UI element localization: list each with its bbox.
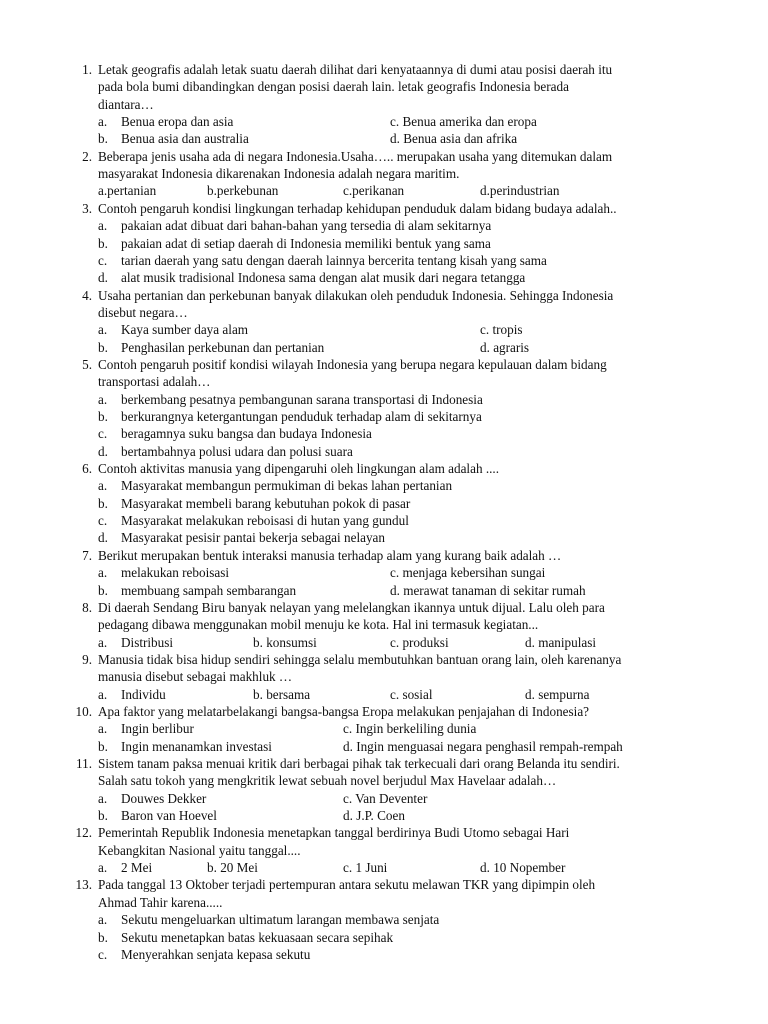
- option-text: Masyarakat membeli barang kebutuhan pokok di pasar: [121, 495, 411, 511]
- question-number: 13.: [75, 877, 92, 893]
- question-text: disebut negara…: [98, 304, 188, 320]
- option-text: c. Benua amerika dan eropa: [390, 114, 537, 130]
- option-label: c.: [98, 426, 108, 442]
- question-number: 10.: [75, 703, 92, 719]
- option-text: pakaian adat dibuat dari bahan-bahan yang tersedia di alam sekitarnya: [121, 218, 492, 234]
- option-label: a.: [98, 478, 108, 494]
- option-text: d. merawat tanaman di sekitar rumah: [390, 582, 586, 598]
- option-text: Sekutu mengeluarkan ultimatum larangan membawa senjata: [121, 912, 440, 928]
- option-text: b.perkebunan: [207, 183, 279, 199]
- question-text: Ahmad Tahir karena.....: [98, 894, 223, 910]
- option-label: a.: [98, 114, 108, 130]
- question-text: Pemerintah Republik Indonesia menetapkan tanggal berdirinya Budi Utomo sebagai Hari: [98, 825, 570, 841]
- question-text: manusia disebut sebagai makhluk …: [98, 669, 293, 685]
- option-text: 2 Mei: [121, 860, 153, 876]
- option-label: b.: [98, 131, 108, 147]
- option-text: beragamnya suku bangsa dan budaya Indonesia: [121, 426, 372, 442]
- question-text: Contoh aktivitas manusia yang dipengaruhi oleh lingkungan alam adalah ....: [98, 461, 500, 477]
- option-label: a.: [98, 860, 108, 876]
- option-label: a.: [98, 912, 108, 928]
- option-text: d.perindustrian: [480, 183, 560, 199]
- question-number: 6.: [82, 461, 92, 477]
- question-text: pada bola bumi dibandingkan dengan posisi daerah lain. letak geografis Indonesia berada: [98, 79, 569, 95]
- option-text: Masyarakat melakukan reboisasi di hutan yang gundul: [121, 513, 409, 529]
- option-text: Kaya sumber daya alam: [121, 322, 249, 338]
- option-text: d. sempurna: [525, 686, 590, 702]
- question-text: Letak geografis adalah letak suatu daerah dilihat dari kenyataannya di dumi atau posisi daerah itu: [98, 62, 613, 77]
- option-text: d. Benua asia dan afrika: [390, 131, 518, 147]
- question-number: 7.: [82, 547, 92, 563]
- option-text: Baron van Hoevel: [121, 808, 217, 824]
- question-text: Pada tanggal 13 Oktober terjadi pertempuran antara sekutu melawan TKR yang dipimpin oleh: [98, 877, 596, 893]
- option-label: c.: [98, 252, 108, 268]
- option-text: berkembang pesatnya pembangunan sarana transportasi di Indonesia: [121, 391, 483, 407]
- question-text: diantara…: [98, 96, 154, 112]
- option-label: b.: [98, 582, 108, 598]
- question-number: 11.: [76, 756, 92, 771]
- option-text: d. manipulasi: [525, 634, 597, 650]
- option-text: Sekutu menetapkan batas kekuasaan secara sepihak: [121, 929, 394, 945]
- option-text: alat musik tradisional Indonesa sama dengan alat musik dari negara tetangga: [121, 270, 526, 286]
- question-text: Contoh pengaruh positif kondisi wilayah Indonesia yang berupa negara kepulauan dalam bidang: [98, 356, 607, 372]
- option-text: Masyarakat pesisir pantai bekerja sebagai nelayan: [121, 530, 386, 546]
- option-label: b.: [98, 235, 108, 251]
- option-text: Individu: [121, 686, 166, 702]
- option-text: Penghasilan perkebunan dan pertanian: [121, 339, 325, 355]
- question-number: 1.: [82, 62, 92, 77]
- question-number: 9.: [82, 651, 92, 667]
- option-text: c. Van Deventer: [343, 790, 428, 806]
- question-number: 12.: [75, 825, 92, 841]
- option-text: c. menjaga kebersihan sungai: [390, 565, 546, 581]
- option-label: a.: [98, 686, 108, 702]
- question-text: Beberapa jenis usaha ada di negara Indonesia.Usaha….. merupakan usaha yang ditemukan dalam: [98, 148, 613, 164]
- option-label: d.: [98, 443, 108, 459]
- question-text: Salah satu tokoh yang mengkritik lewat sebuah novel berjudul Max Havelaar adalah…: [98, 773, 557, 789]
- option-text: c. tropis: [480, 322, 523, 338]
- option-label: a.: [98, 218, 108, 234]
- option-text: d. agraris: [480, 339, 530, 355]
- option-text: Benua eropa dan asia: [121, 114, 234, 130]
- option-text: membuang sampah sembarangan: [121, 582, 297, 598]
- option-label: a.: [98, 634, 108, 650]
- option-text: melakukan reboisasi: [121, 565, 230, 581]
- option-label: d.: [98, 270, 108, 286]
- option-label: a.: [98, 721, 108, 737]
- option-label: b.: [98, 495, 108, 511]
- option-text: berkurangnya ketergantungan penduduk terhadap alam di sekitarnya: [121, 409, 482, 424]
- option-label: a.: [98, 391, 108, 407]
- question-text: masyarakat Indonesia dikarenakan Indonesia adalah negara maritim.: [98, 166, 460, 182]
- option-label: a.: [98, 790, 108, 806]
- option-label: c.: [98, 513, 108, 529]
- question-text: Kebangkitan Nasional yaitu tanggal....: [98, 842, 301, 858]
- option-text: Ingin menanamkan investasi: [121, 738, 272, 754]
- option-text: Douwes Dekker: [121, 790, 207, 806]
- option-text: d. J.P. Coen: [343, 808, 405, 824]
- option-label: b.: [98, 808, 108, 824]
- question-number: 8.: [82, 599, 92, 615]
- option-text: Masyarakat membangun permukiman di bekas lahan pertanian: [121, 478, 453, 494]
- option-label: b.: [98, 738, 108, 754]
- question-text: Berikut merupakan bentuk interaksi manusia terhadap alam yang kurang baik adalah …: [98, 547, 562, 563]
- option-text: b. konsumsi: [253, 634, 317, 650]
- question-text: Sistem tanam paksa menuai kritik dari berbagai pihak tak terkecuali dari orang Belanda itu sendiri.: [98, 756, 620, 771]
- question-text: Usaha pertanian dan perkebunan banyak dilakukan oleh penduduk Indonesia. Sehingga Indonesia: [98, 287, 614, 303]
- option-text: pakaian adat di setiap daerah di Indonesia memiliki bentuk yang sama: [121, 235, 491, 251]
- question-number: 3.: [82, 200, 92, 216]
- option-text: Ingin berlibur: [121, 721, 194, 737]
- option-text: d. Ingin menguasai negara penghasil rempah-rempah: [343, 738, 623, 754]
- option-text: d. 10 Nopember: [480, 860, 566, 876]
- option-text: b. bersama: [253, 686, 311, 702]
- option-text: Distribusi: [121, 634, 174, 650]
- question-number: 4.: [82, 287, 92, 303]
- option-label: b.: [98, 409, 108, 424]
- option-label: a.: [98, 565, 108, 581]
- option-text: c. produksi: [390, 634, 449, 650]
- question-text: Di daerah Sendang Biru banyak nelayan yang melelangkan ikannya untuk dijual. Lalu oleh para: [98, 599, 605, 615]
- option-text: a.pertanian: [98, 183, 157, 199]
- option-text: Menyerahkan senjata kepasa sekutu: [121, 946, 311, 962]
- option-label: b.: [98, 929, 108, 945]
- option-text: bertambahnya polusi udara dan polusi suara: [121, 443, 353, 459]
- option-text: c. sosial: [390, 686, 433, 702]
- question-text: Contoh pengaruh kondisi lingkungan terhadap kehidupan penduduk dalam bidang budaya adalah..: [98, 200, 617, 216]
- option-text: c. Ingin berkeliling dunia: [343, 721, 477, 737]
- option-text: tarian daerah yang satu dengan daerah lainnya bercerita tentang kisah yang sama: [121, 252, 547, 268]
- question-text: transportasi adalah…: [98, 374, 211, 390]
- option-label: a.: [98, 322, 108, 338]
- option-text: b. 20 Mei: [207, 860, 258, 876]
- question-number: 2.: [82, 148, 92, 164]
- question-text: pedagang dibawa menggunakan mobil menuju ke kota. Hal ini termasuk kegiatan...: [98, 617, 539, 633]
- option-label: d.: [98, 530, 108, 546]
- question-text: Apa faktor yang melatarbelakangi bangsa-bangsa Eropa melakukan penjajahan di Indonesia?: [98, 703, 590, 719]
- option-text: c. 1 Juni: [343, 860, 388, 876]
- question-number: 5.: [82, 356, 92, 372]
- option-text: c.perikanan: [343, 183, 405, 199]
- option-label: c.: [98, 946, 108, 962]
- option-label: b.: [98, 339, 108, 355]
- question-text: Manusia tidak bisa hidup sendiri sehingga selalu membutuhkan bantuan orang lain, oleh karenanya: [98, 651, 622, 667]
- option-text: Benua asia dan australia: [121, 131, 249, 147]
